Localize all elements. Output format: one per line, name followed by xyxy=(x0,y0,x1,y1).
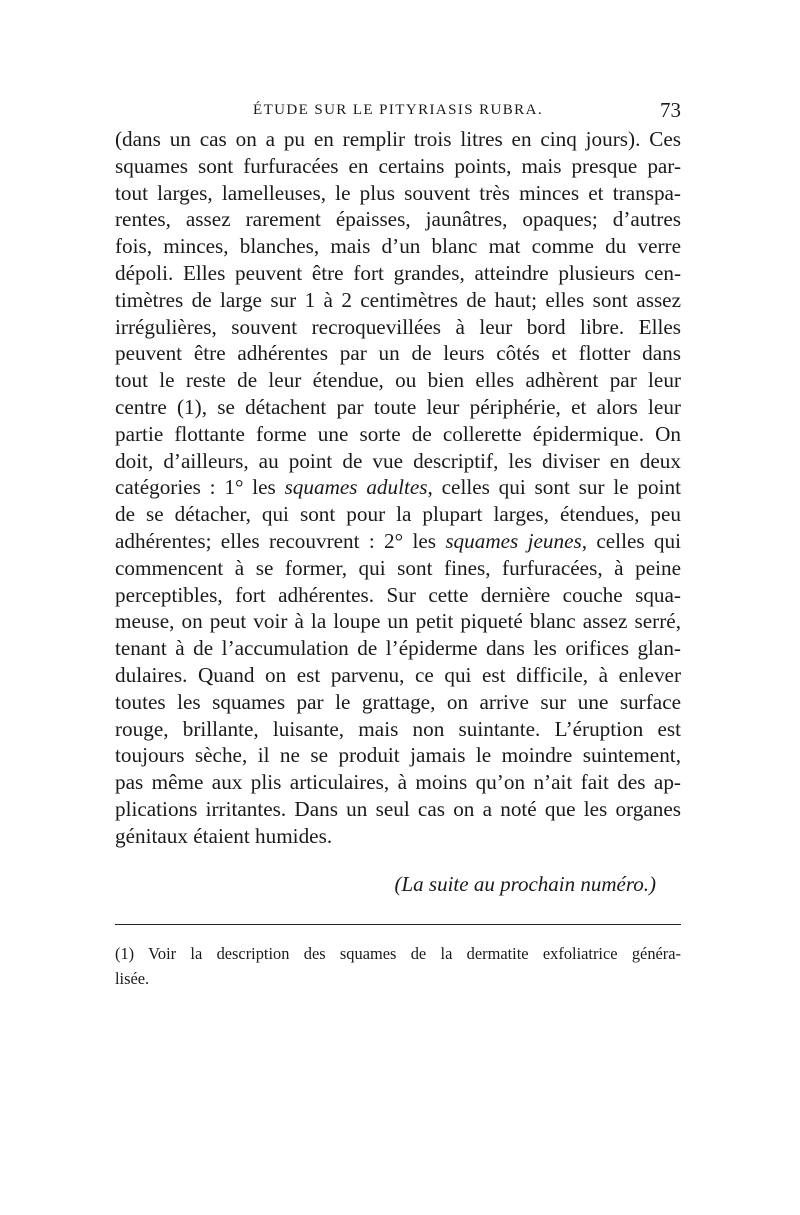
text-line: fois, minces, blanches, mais d’un blanc mat comme du verre xyxy=(115,234,681,259)
text-line: tenant à de l’accumulation de l’épiderme dans les orifices glan- xyxy=(115,636,681,661)
text-line: toutes les squames par le grattage, on arrive sur une surface xyxy=(115,689,681,714)
text-line: timètres de large sur 1 à 2 centimètres de haut; elles sont assez xyxy=(115,287,681,312)
text-line: tout le reste de leur étendue, ou bien elles adhèrent par leur xyxy=(115,368,681,393)
text-line: dulaires. Quand on est parvenu, ce qui est difficile, à enlever xyxy=(115,662,681,687)
text-line: meuse, on peut voir à la loupe un petit piqueté blanc assez serré, xyxy=(115,609,681,634)
running-head xyxy=(115,98,681,124)
text-line: de se détacher, qui sont pour la plupart larges, étendues, peu xyxy=(115,502,681,527)
text-line: rentes, assez rarement épaisses, jaunâtres, opaques; d’autres xyxy=(115,207,681,232)
running-title: ÉTUDE SUR LE PITYRIASIS RUBRA. xyxy=(253,102,543,118)
footnote-line: lisée. xyxy=(115,968,150,988)
text-line: irrégulières, souvent recroquevillées à leur bord libre. Elles xyxy=(115,314,681,339)
text-line: commencent à se former, qui sont fines, furfuracées, à peine xyxy=(115,555,681,580)
text-line: rouge, brillante, luisante, mais non suintante. L’éruption est xyxy=(115,716,681,741)
text-line xyxy=(115,528,681,555)
text-line: partie flottante forme une sorte de collerette épidermique. On xyxy=(115,421,681,446)
text-line: doit, d’ailleurs, au point de vue descriptif, les diviser en deux xyxy=(115,448,681,473)
italic-term-squames-adultes: squames adultes xyxy=(284,475,428,500)
text-fragment: catégories : 1° les xyxy=(115,475,285,500)
page-number: 73 xyxy=(660,98,681,122)
text-line: toujours sèche, il ne se produit jamais le moindre suintement, xyxy=(115,743,681,768)
footnote-line: (1) Voir la description des squames de la dermatite exfoliatrice généra- xyxy=(115,944,681,963)
text-line: peuvent être adhérentes par un de leurs côtés et flotter dans xyxy=(115,341,681,366)
text-line: tout larges, lamelleuses, le plus souvent très minces et transpa- xyxy=(115,180,681,205)
to-be-continued-note: (La suite au prochain numéro.) xyxy=(394,872,656,896)
text-line: génitaux étaient humides. xyxy=(115,823,333,848)
text-line: dépoli. Elles peuvent être fort grandes, atteindre plusieurs cen- xyxy=(115,260,681,285)
text-line: plications irritantes. Dans un seul cas on a noté que les organes xyxy=(115,796,681,821)
text-fragment: , celles qui xyxy=(581,528,681,553)
text-line: pas même aux plis articulaires, à moins qu’on n’ait fait des ap- xyxy=(115,770,681,795)
text-line: squames sont furfuracées en certains points, mais presque par- xyxy=(115,153,681,178)
text-line: perceptibles, fort adhérentes. Sur cette dernière couche squa- xyxy=(115,582,681,607)
text-fragment: , celles qui sont sur le point xyxy=(427,475,681,500)
text-fragment: adhérentes; elles recouvrent : 2° les xyxy=(115,528,446,553)
body-paragraph xyxy=(115,126,681,850)
footnote xyxy=(115,942,681,991)
text-line: (dans un cas on a pu en remplir trois litres en cinq jours). Ces xyxy=(115,127,681,151)
footnote-divider xyxy=(115,924,681,925)
italic-term-squames-jeunes: squames jeunes xyxy=(445,528,582,553)
text-line: centre (1), se détachent par toute leur périphérie, et alors leur xyxy=(115,394,681,419)
text-line xyxy=(115,474,681,501)
